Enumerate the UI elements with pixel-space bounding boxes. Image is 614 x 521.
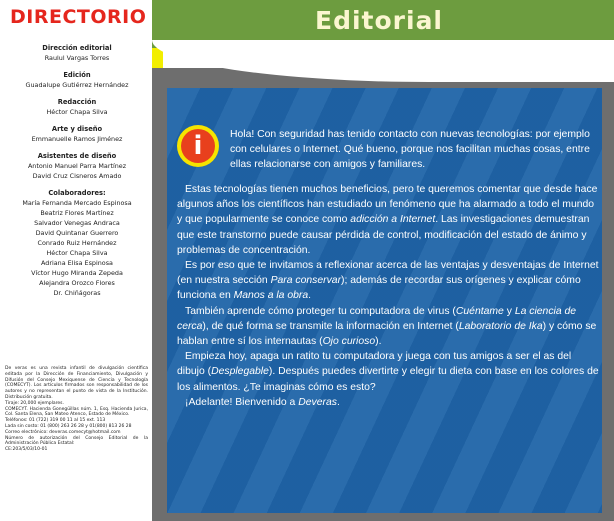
editorial-title: Editorial [315, 6, 444, 35]
legal-line: COMECYT. Hacienda Gonegüillas núm. 1, Esq. Hacienda Jurica, Col. Santa Elena, San Mateo Atenco, Estado de México. [5, 406, 148, 418]
credit-name: Raulul Vargas Torres [44, 54, 110, 62]
credit-role: Edición [63, 71, 91, 79]
credit-block [4, 44, 150, 63]
credit-block [4, 152, 150, 181]
credit-name: Alejandra Orozco Flores [39, 279, 115, 287]
legal-notice [5, 366, 148, 453]
legal-line: Número de autorización del Consejo Editorial de la Administración Pública Estatal: [5, 435, 148, 447]
credit-name: Héctor Chapa Silva [46, 108, 108, 116]
paragraph-5: ¡Adelante! Bienvenido a Deveras. [185, 396, 340, 408]
editorial-body [177, 182, 600, 410]
credit-block [4, 125, 150, 144]
credit-role: Dirección editorial [42, 44, 112, 52]
credit-name: María Fernanda Mercado Espinosa [22, 199, 132, 207]
paragraph-3: También aprende cómo proteger tu computadora de virus (Cuéntame y La ciencia de cerca), de qué forma se transmite la información en Internet (Laboratorio de Ika) y cómo se hablan entre sí los internautas (Ojo curioso). [177, 305, 597, 348]
credit-name: Emmanuelle Ramos Jiménez [31, 135, 123, 143]
credits-list [4, 44, 150, 306]
credit-name: Beatriz Flores Martínez [40, 209, 114, 217]
credit-role: Arte y diseño [51, 125, 103, 133]
credit-role: Asistentes de diseño [37, 152, 117, 160]
credit-name: Salvador Venegas Andraca [34, 219, 120, 227]
directory-column [0, 0, 152, 521]
info-icon: i [177, 125, 219, 167]
editorial-intro: Hola! Con seguridad has tenido contacto con nuevas tecnologías: por ejemplo con celulares o Internet. Qué bueno, porque nos facilitan muchas cosas, entre ellas relacionarse con amigos y familiares. [230, 129, 590, 171]
credit-name: Conrado Ruiz Hernández [37, 239, 117, 247]
credit-block [4, 189, 150, 298]
paragraph-2: Es por eso que te invitamos a reflexionar acerca de las ventajas y desventajas de Internet (en nuestra sección Para conservar); además de recordar sus orígenes y explicar cómo funciona en Manos a la obra. [177, 260, 599, 302]
credit-role: Colaboradores: [48, 189, 106, 197]
legal-line: CE:203/5/03/10-01 [5, 447, 48, 453]
credit-name: David Cruz Cisneros Amado [32, 172, 122, 180]
credit-name: Héctor Chapa Silva [46, 249, 108, 257]
credit-block [4, 98, 150, 117]
credit-name: David Quintanar Guerrero [35, 229, 119, 237]
paragraph-1: Estas tecnologías tienen muchos beneficios, pero te queremos comentar que desde hace algunos años los científicos han estudiado un fenómeno que ha alarmado a todo el mundo y que popularmente se conoce como adicción a Internet. Las investigaciones demuestran que este transtorno puede causar pérdida de control, modificación del estado de ánimo y problemas de concentración. [177, 184, 598, 256]
credit-name: Adriana Elisa Espinosa [41, 259, 113, 267]
legal-line: Lada sin costo: 01 (800) 263 26 28 y 01(800) 813 26 28 [5, 423, 132, 429]
credit-name: Víctor Hugo Miranda Zepeda [31, 269, 123, 277]
legal-line: Teléfonos: 01 (722) 319 00 11 al 15 ext. 113 [5, 418, 106, 424]
legal-line: De veras es una revista infantil de divulgación científica editada por la Dirección de Financiamiento, Divulgación y Difusión del Consejo Mexiquense de Ciencia y Tecnología (COMECYT). Los artículos firmados son responsabilidad de los autores y no representan el punto de vista de la Institución. Distribución gratuita. [5, 366, 148, 400]
credit-role: Redacción [57, 98, 97, 106]
credit-name: Guadalupe Gutiérrez Hernández [25, 81, 129, 89]
credit-name: Dr. Chiñágoras [53, 289, 101, 297]
paragraph-4: Empieza hoy, apaga un ratito tu computadora y juega con tus amigos a ser el as del dibujo (Desplegable). Después puedes divertirte y elegir tu dieta con base en los colores de los alimentos. ¿Te imaginas cómo es esto? [177, 351, 599, 393]
directory-title: DIRECTORIO [10, 6, 147, 28]
legal-line: Tiraje: 20,000 ejemplares. [5, 400, 64, 406]
credit-block [4, 71, 150, 90]
legal-line: Correo electrónico: deveras.comecyt@hotmail.com [5, 429, 121, 435]
credit-name: Antonio Manuel Parra Martínez [27, 162, 127, 170]
